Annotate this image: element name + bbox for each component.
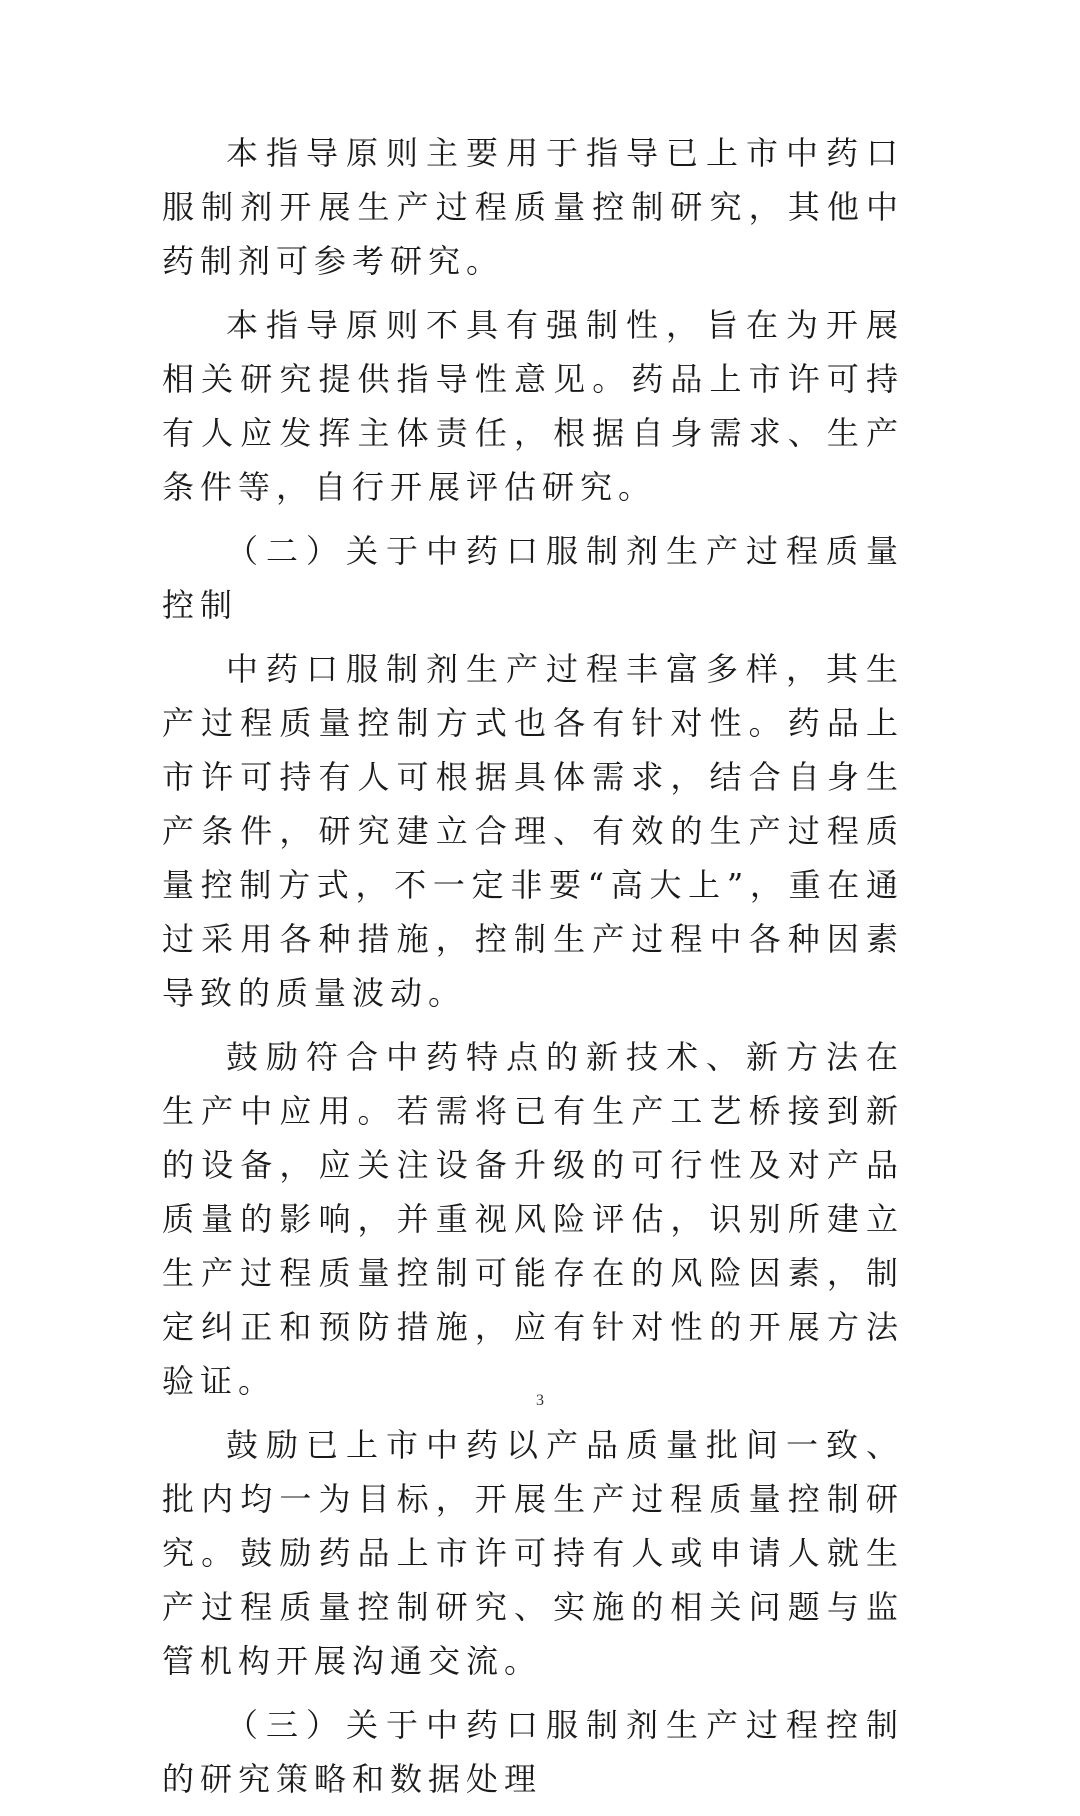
page-number: 3	[536, 1392, 544, 1409]
paragraph-control-methods: 中药口服制剂生产过程丰富多样，其生产过程质量控制方式也各有针对性。药品上市许可持有人可根据具体需求，结合自身生产条件，研究建立合理、有效的生产过程质量控制方式，不一定非要“高大上”，重在通过采用各种措施，控制生产过程中各种因素导致的质量波动。	[162, 650, 904, 1012]
paragraph-non-mandatory: 本指导原则不具有强制性，旨在为开展相关研究提供指导性意见。药品上市许可持有人应发挥主体责任，根据自身需求、生产条件等，自行开展评估研究。	[162, 306, 904, 506]
paragraph-new-technology: 鼓励符合中药特点的新技术、新方法在生产中应用。若需将已有生产工艺桥接到新的设备，应关注设备升级的可行性及对产品质量的影响，并重视风险评估，识别所建立生产过程质量控制可能存在的风险因素，制定纠正和预防措施，应有针对性的开展方法验证。	[162, 1038, 904, 1400]
section-heading-2: （二）关于中药口服制剂生产过程质量控制	[162, 532, 904, 624]
section-heading-3: （三）关于中药口服制剂生产过程控制的研究策略和数据处理	[162, 1706, 904, 1798]
paragraph-consistency: 鼓励已上市中药以产品质量批间一致、批内均一为目标，开展生产过程质量控制研究。鼓励药品上市许可持有人或申请人就生产过程质量控制研究、实施的相关问题与监管机构开展沟通交流。	[162, 1426, 904, 1680]
document-body	[162, 126, 904, 1816]
paragraph-scope: 本指导原则主要用于指导已上市中药口服制剂开展生产过程质量控制研究，其他中药制剂可参考研究。	[162, 134, 904, 280]
